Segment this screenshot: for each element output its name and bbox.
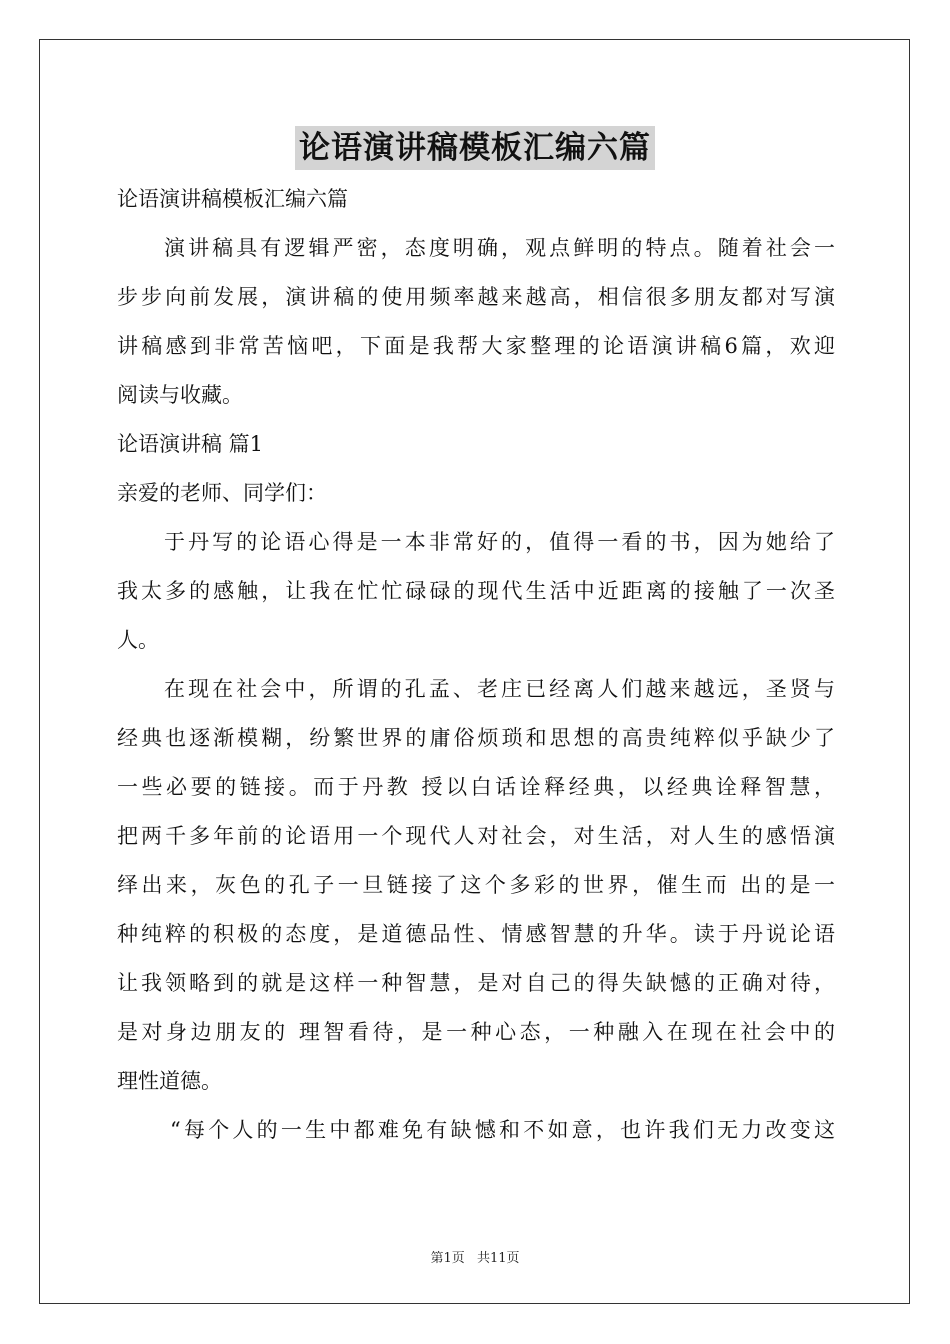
paragraph-line: 于丹写的论语心得是一本非常好的，值得一看的书，因为她给了 (164, 530, 835, 554)
paragraph-line: 在现在社会中，所谓的孔孟、老庄已经离人们越来越远，圣贤与 (164, 677, 835, 701)
paragraph-line: 绎出来，灰色的孔子一旦链接了这个多彩的世界，催生而 出的是一 (117, 873, 835, 897)
paragraph-line: 人。 (117, 628, 159, 652)
paragraph-1 (117, 525, 835, 672)
paragraph-line: 步步向前发展，演讲稿的使用频率越来越高，相信很多朋友都对写演 (117, 285, 835, 309)
document-title: 论语演讲稿模板汇编六篇 (295, 126, 655, 170)
paragraph-line: 理性道德。 (117, 1069, 222, 1093)
section-heading: 论语演讲稿 篇1 (117, 432, 264, 456)
document-subtitle: 论语演讲稿模板汇编六篇 (117, 187, 348, 211)
document-body (117, 182, 835, 1162)
paragraph-line: 是对身边朋友的 理智看待，是一种心态，一种融入在现在社会中的 (117, 1020, 835, 1044)
paragraph-line: 阅读与收藏。 (117, 383, 243, 407)
paragraph-line: 把两千多年前的论语用一个现代人对社会，对生活，对人生的感悟演 (117, 824, 835, 848)
paragraph-line: 讲稿感到非常苦恼吧，下面是我帮大家整理的论语演讲稿6篇，欢迎 (117, 334, 835, 358)
greeting: 亲爱的老师、同学们： (117, 481, 327, 505)
paragraph-line: 演讲稿具有逻辑严密，态度明确，观点鲜明的特点。随着社会一 (164, 236, 835, 260)
intro-paragraph (117, 231, 835, 427)
paragraph-line: 种纯粹的积极的态度，是道德品性、情感智慧的升华。读于丹说论语 (117, 922, 835, 946)
title-container (0, 126, 950, 170)
page-total: 共11页 (476, 1251, 520, 1266)
paragraph-line: 让我领略到的就是这样一种智慧，是对自己的得失缺憾的正确对待， (117, 971, 835, 995)
paragraph-line: “每个人的一生中都难免有缺憾和不如意，也许我们无力改变这 (170, 1118, 835, 1142)
page-footer (0, 1247, 950, 1266)
paragraph-3 (117, 1113, 835, 1162)
page-number: 第1页 (430, 1251, 465, 1266)
paragraph-2 (117, 672, 835, 1113)
paragraph-line: 我太多的感触，让我在忙忙碌碌的现代生活中近距离的接触了一次圣 (117, 579, 835, 603)
paragraph-line: 一些必要的链接。而于丹教 授以白话诠释经典，以经典诠释智慧， (117, 775, 835, 799)
paragraph-line: 经典也逐渐模糊，纷繁世界的庸俗烦琐和思想的高贵纯粹似乎缺少了 (117, 726, 835, 750)
